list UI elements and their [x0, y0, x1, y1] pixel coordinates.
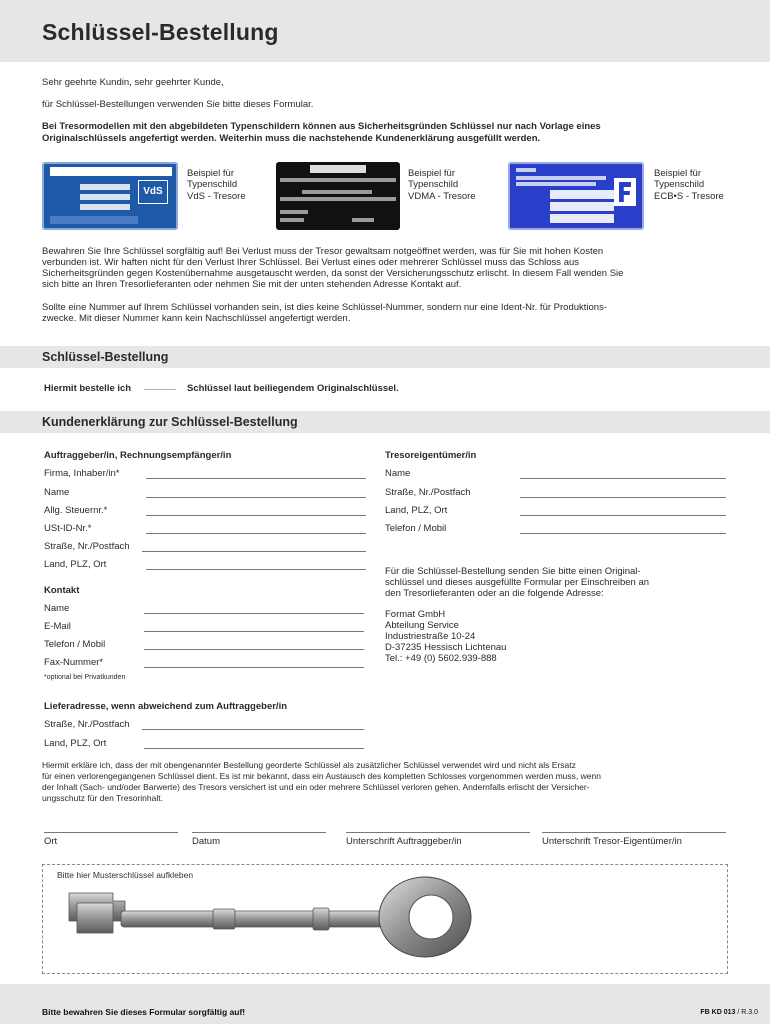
ident-note-line-1: Sollte eine Nummer auf Ihrem Schlüssel vorhanden sein, ist dies keine Schlüssel-Nummer, sondern nur eine Ident-Nr. für Produktions- [42, 302, 607, 313]
vds-caption: Beispiel für Typenschild VdS - Tresore [187, 168, 246, 202]
contact-name-label: Name [44, 603, 70, 614]
owner-heading: Tresoreigentümer/in [385, 450, 477, 461]
vds-type-plate-image [42, 162, 178, 230]
client-name-field[interactable] [146, 497, 366, 498]
contact-email-label: E-Mail [44, 621, 71, 632]
vds-logo: VdS [138, 180, 168, 204]
owner-street-field[interactable] [520, 497, 726, 498]
statement-line-3: der Inhalt (Sach- und/oder Barwerte) des Tresors versichert ist und ein oder mehrere Schlüssel verloren gehen. Andernfalls erlischt der Versicher- [42, 782, 590, 792]
send-instruction-line-2: schlüssel und dieses ausgefüllte Formular per Einschreiben an [385, 577, 650, 588]
info-line-1: Bewahren Sie Ihre Schlüssel sorgfältig auf! Bei Verlust muss der Tresor gewaltsam notgeöffnet werden, was für Sie mit hohen Kosten [42, 246, 604, 257]
owner-signature-label: Unterschrift Tresor-Eigentümer/in [542, 836, 682, 847]
form-usage-text: für Schlüssel-Bestellungen verwenden Sie bitte dieses Formular. [42, 99, 314, 110]
client-name-label: Name [44, 487, 70, 498]
client-signature-line[interactable] [346, 832, 530, 833]
page-title: Schlüssel-Bestellung [42, 19, 279, 45]
contact-phone-field[interactable] [144, 649, 364, 650]
client-company-label: Firma, Inhaber/in* [44, 468, 120, 479]
owner-name-field[interactable] [520, 478, 726, 479]
notice-line-1: Bei Tresormodellen mit den abgebildeten Typenschildern können aus Sicherheitsgründen Schlüssel nur nach Vorlage eines [42, 121, 601, 132]
footer-reminder: Bitte bewahren Sie dieses Formular sorgfältig auf! [42, 1007, 246, 1017]
place-signature-line[interactable] [44, 832, 178, 833]
client-taxno-field[interactable] [146, 515, 366, 516]
key-box-label: Bitte hier Musterschlüssel aufkleben [57, 870, 194, 880]
key-attachment-box [42, 864, 728, 974]
client-vatid-field[interactable] [146, 533, 366, 534]
ident-note-line-2: zwecke. Mit dieser Nummer kann kein Nachschlüssel angefertigt werden. [42, 313, 351, 324]
owner-phone-field[interactable] [520, 533, 726, 534]
owner-name-label: Name [385, 468, 411, 479]
order-quantity-field[interactable]: ______ [144, 381, 176, 392]
address-city: D-37235 Hessisch Lichtenau [385, 642, 507, 653]
order-text-after: Schlüssel laut beiliegendem Originalschlüssel. [187, 383, 399, 394]
greeting: Sehr geehrte Kundin, sehr geehrter Kunde, [42, 77, 224, 88]
order-section-title: Schlüssel-Bestellung [42, 350, 169, 364]
vdma-caption: Beispiel für Typenschild VDMA - Tresore [408, 168, 476, 202]
contact-name-field[interactable] [144, 613, 364, 614]
date-label: Datum [192, 836, 220, 847]
owner-city-field[interactable] [520, 515, 726, 516]
date-signature-line[interactable] [192, 832, 326, 833]
owner-city-label: Land, PLZ, Ort [385, 505, 448, 516]
client-city-field[interactable] [146, 569, 366, 570]
client-heading: Auftraggeber/in, Rechnungsempfänger/in [44, 450, 232, 461]
send-instruction-line-3: den Tresorlieferanten oder an die folgende Adresse: [385, 588, 604, 599]
owner-phone-label: Telefon / Mobil [385, 523, 447, 534]
client-signature-label: Unterschrift Auftraggeber/in [346, 836, 462, 847]
place-label: Ort [44, 836, 58, 847]
delivery-heading: Lieferadresse, wenn abweichend zum Auftraggeber/in [44, 701, 288, 712]
client-street-label: Straße, Nr./Postfach [44, 541, 130, 552]
notice-line-2: Originalschlüssels angefertigt werden. Weiterhin muss die nachstehende Kundenerklärung ausgefüllt werden. [42, 133, 541, 144]
address-department: Abteilung Service [385, 620, 459, 631]
contact-email-field[interactable] [144, 631, 364, 632]
statement-line-2: für einen verlorengegangenen Schlüssel dient. Es ist mir bekannt, dass ein Austausch des kompletten Schlosses vorgenommen werden muss, wenn [42, 771, 601, 781]
contact-phone-label: Telefon / Mobil [44, 639, 106, 650]
client-company-field[interactable] [146, 478, 366, 479]
statement-line-4: ungsschutz für den Tresorinhalt. [42, 793, 163, 803]
delivery-street-field[interactable] [142, 729, 364, 730]
optional-note: *optional bei Privatkunden [44, 674, 126, 681]
address-street: Industriestraße 10-24 [385, 631, 476, 642]
owner-signature-line[interactable] [542, 832, 726, 833]
contact-fax-label: Fax-Nummer* [44, 657, 104, 668]
send-instruction-line-1: Für die Schlüssel-Bestellung senden Sie bitte einen Original- [385, 566, 641, 577]
ecbs-caption: Beispiel für Typenschild ECB•S - Tresore [654, 168, 724, 202]
client-city-label: Land, PLZ, Ort [44, 559, 107, 570]
declaration-section-title: Kundenerklärung zur Schlüssel-Bestellung [42, 415, 298, 429]
info-line-2: verbunden ist. Wir haften nicht für den Verlust Ihrer Schlüssel. Bei Verlust eines oder mehrerer Schlüssel muss das Schloss aus [42, 257, 580, 268]
owner-street-label: Straße, Nr./Postfach [385, 487, 471, 498]
info-line-4: sich bitte an Ihren Tresorlieferanten oder nehmen Sie mit der unten stehenden Adresse Kontakt auf. [42, 279, 462, 290]
vdma-type-plate-image [276, 162, 400, 230]
client-street-field[interactable] [142, 551, 366, 552]
ecbs-type-plate-image [508, 162, 644, 230]
statement-line-1: Hiermit erkläre ich, dass der mit obengenannter Bestellung georderte Schlüssel als zusätzlicher Schlüssel verwendet wird und nicht als Ersatz [42, 760, 576, 770]
order-text-before: Hiermit bestelle ich [44, 383, 132, 394]
key-image [63, 871, 493, 971]
form-code: FB KD 013 / R.3.0 [700, 1009, 758, 1016]
client-taxno-label: Allg. Steuernr.* [44, 505, 108, 516]
delivery-street-label: Straße, Nr./Postfach [44, 719, 130, 730]
client-vatid-label: USt-ID-Nr.* [44, 523, 92, 534]
info-line-3: Sicherheitsgründen gegen Kostenübernahme ausgetauscht werden, da sonst der Versicherungsschutz erlischt. In diesem Fall wenden Sie [42, 268, 624, 279]
contact-heading: Kontakt [44, 585, 80, 596]
address-phone: Tel.: +49 (0) 5602.939-888 [385, 653, 497, 664]
delivery-city-field[interactable] [144, 748, 364, 749]
address-company: Format GmbH [385, 609, 446, 620]
delivery-city-label: Land, PLZ, Ort [44, 738, 107, 749]
contact-fax-field[interactable] [144, 667, 364, 668]
